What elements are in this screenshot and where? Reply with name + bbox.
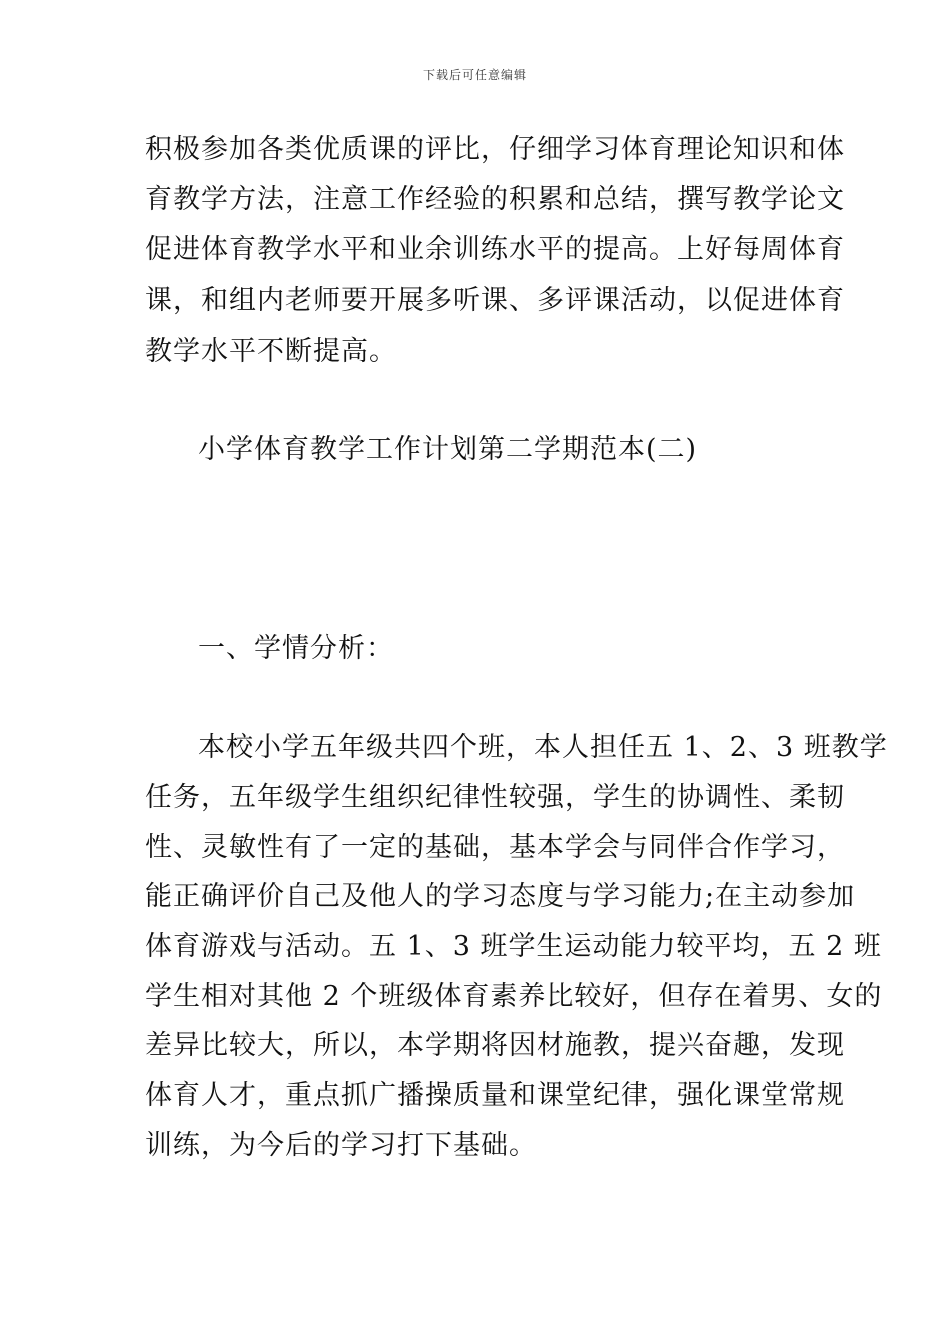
body-text-line: 体育游戏与活动。五 1、3 班学生运动能力较平均，五 2 班 (145, 931, 882, 962)
document-title: 小学体育教学工作计划第二学期范本(二) (198, 434, 698, 465)
body-text-line: 学生相对其他 2 个班级体育素养比较好，但存在着男、女的 (145, 981, 883, 1012)
body-text-line: 性、灵敏性有了一定的基础，基本学会与同伴合作学习， (145, 832, 845, 863)
body-text-line: 积极参加各类优质课的评比，仔细学习体育理论知识和体 (145, 134, 845, 165)
body-text-line: 促进体育教学水平和业余训练水平的提高。上好每周体育 (145, 234, 845, 265)
body-text-line: 训练，为今后的学习打下基础。 (145, 1130, 537, 1161)
body-text-line: 任务，五年级学生组织纪律性较强，学生的协调性、柔韧 (145, 782, 845, 813)
page-header-note: 下载后可任意编辑 (422, 68, 527, 82)
body-text-line: 差异比较大，所以，本学期将因材施教，提兴奋趣，发现 (145, 1030, 845, 1061)
body-text-line: 能正确评价自己及他人的学习态度与学习能力;在主动参加 (145, 881, 856, 912)
body-text-line: 教学水平不断提高。 (145, 336, 397, 367)
body-text-line: 课，和组内老师要开展多听课、多评课活动，以促进体育 (145, 285, 845, 316)
body-text-line: 本校小学五年级共四个班，本人担任五 1、2、3 班教学 (198, 732, 888, 763)
body-text-line: 体育人才，重点抓广播操质量和课堂纪律，强化课堂常规 (145, 1080, 845, 1111)
section-heading: 一、学情分析： (198, 633, 394, 664)
body-text-line: 育教学方法，注意工作经验的积累和总结，撰写教学论文 (145, 184, 845, 215)
